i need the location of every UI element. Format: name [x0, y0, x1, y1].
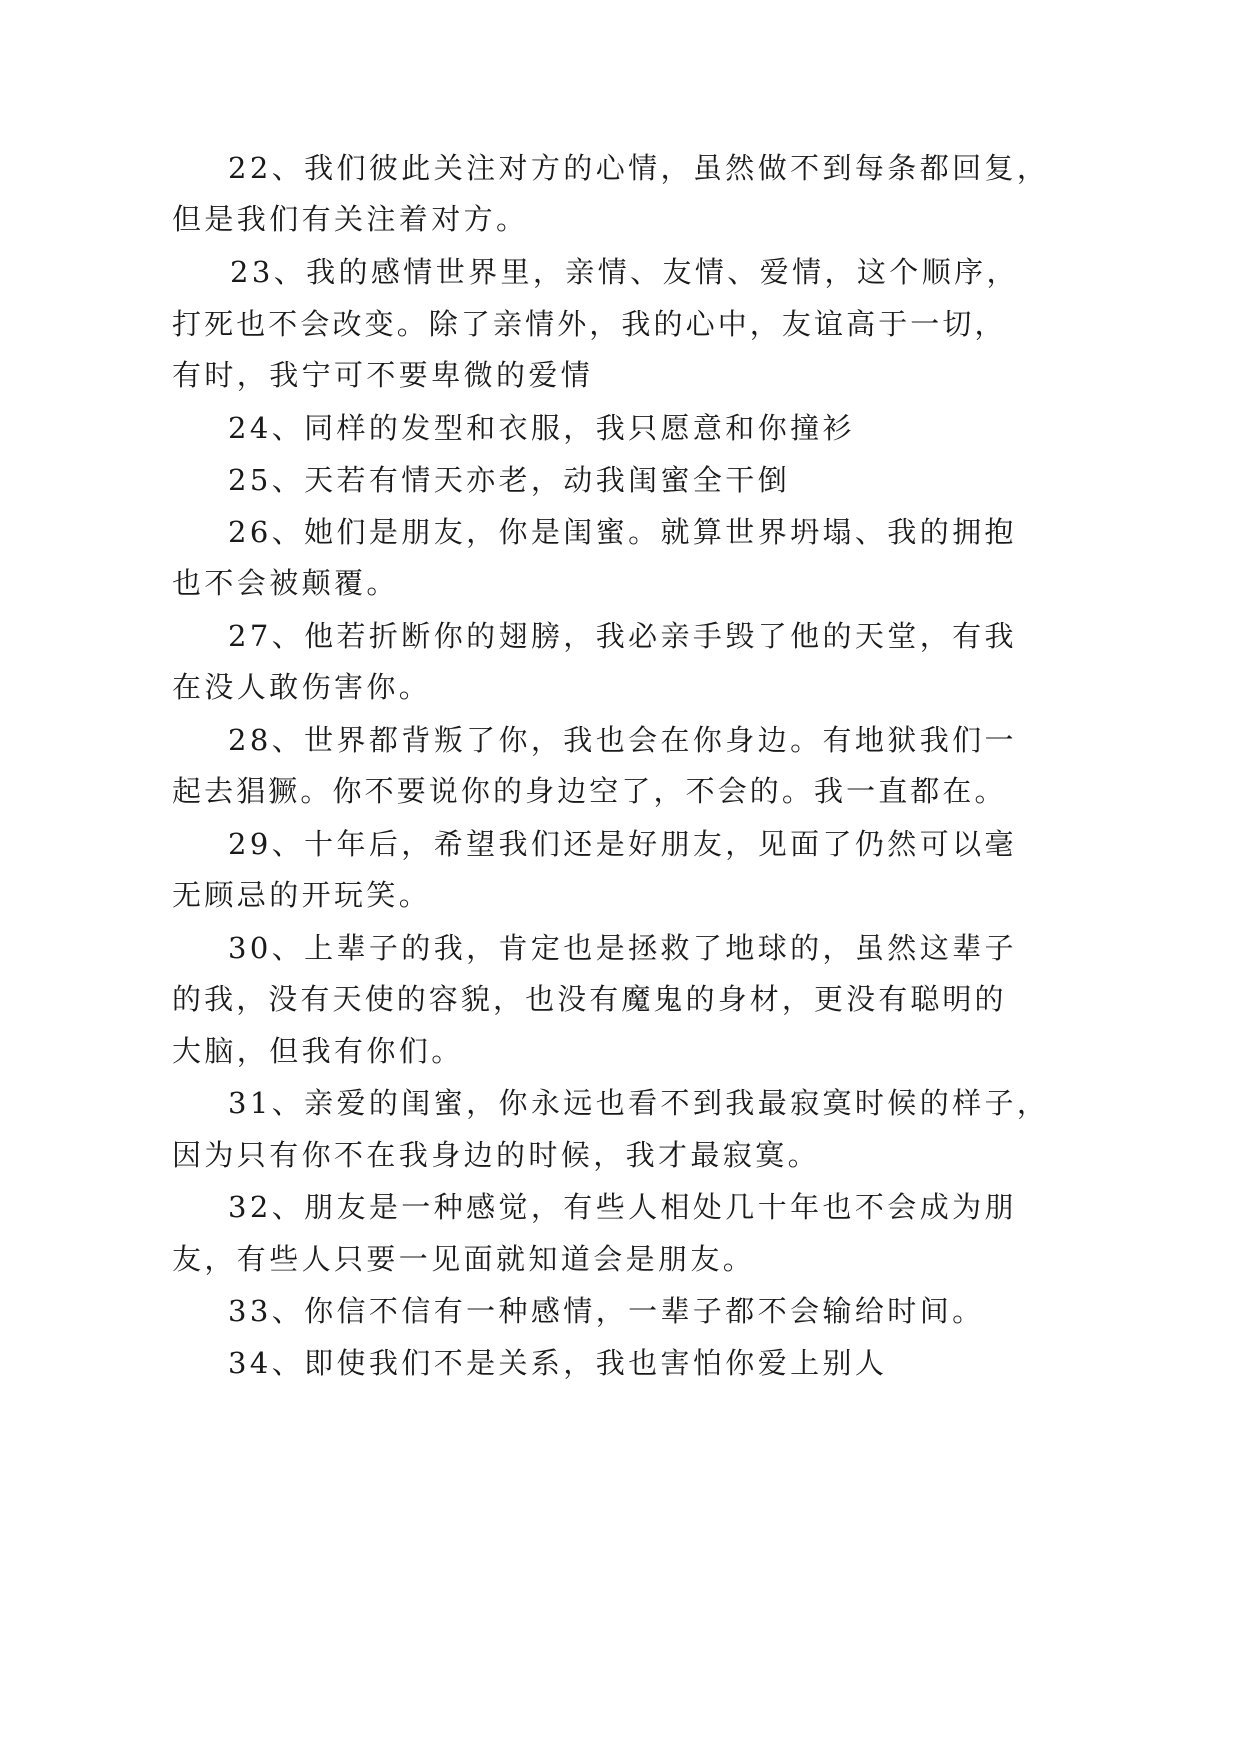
text-line: 31、亲爱的闺蜜，你永远也看不到我最寂寞时候的样子，: [228, 1086, 1050, 1120]
text-line: 27、他若折断你的翅膀，我必亲手毁了他的天堂，有我: [228, 619, 1017, 653]
text-line: 无顾忌的开玩笑。: [172, 878, 432, 912]
text-line: 友，有些人只要一见面就知道会是朋友。: [172, 1242, 756, 1276]
text-line: 有时，我宁可不要卑微的爱情: [172, 358, 594, 392]
text-line: 28、世界都背叛了你，我也会在你身边。有地狱我们一: [228, 723, 1017, 757]
text-line: 29、十年后，希望我们还是好朋友，见面了仍然可以毫: [228, 827, 1017, 861]
text-line: 22、我们彼此关注对方的心情，虽然做不到每条都回复，: [228, 151, 1050, 185]
text-line: 打死也不会改变。除了亲情外，我的心中，友谊高于一切，: [172, 307, 1007, 341]
text-line: 因为只有你不在我身边的时候，我才最寂寞。: [172, 1138, 821, 1172]
text-line: 24、同样的发型和衣服，我只愿意和你撞衫: [228, 411, 855, 445]
text-line: 也不会被颠覆。: [172, 566, 399, 600]
text-line: 34、即使我们不是关系，我也害怕你爱上别人: [228, 1346, 888, 1380]
text-line: 33、你信不信有一种感情，一辈子都不会输给时间。: [228, 1294, 985, 1328]
text-line: 的我，没有天使的容貌，也没有魔鬼的身材，更没有聪明的: [172, 982, 1007, 1016]
text-line: 在没人敢伤害你。: [172, 670, 432, 704]
text-line: 30、上辈子的我，肯定也是拯救了地球的，虽然这辈子: [228, 931, 1017, 965]
text-line: 32、朋友是一种感觉，有些人相处几十年也不会成为朋: [228, 1190, 1017, 1224]
text-line: 26、她们是朋友，你是闺蜜。就算世界坍塌、我的拥抱: [228, 515, 1017, 549]
text-line: 起去猖獗。你不要说你的身边空了，不会的。我一直都在。: [172, 774, 1007, 808]
text-line: 大脑，但我有你们。: [172, 1034, 464, 1068]
text-line: 23、我的感情世界里，亲情、友情、爱情，这个顺序，: [230, 255, 1019, 289]
text-line: 但是我们有关注着对方。: [172, 202, 529, 236]
text-line: 25、天若有情天亦老，动我闺蜜全干倒: [228, 463, 791, 497]
